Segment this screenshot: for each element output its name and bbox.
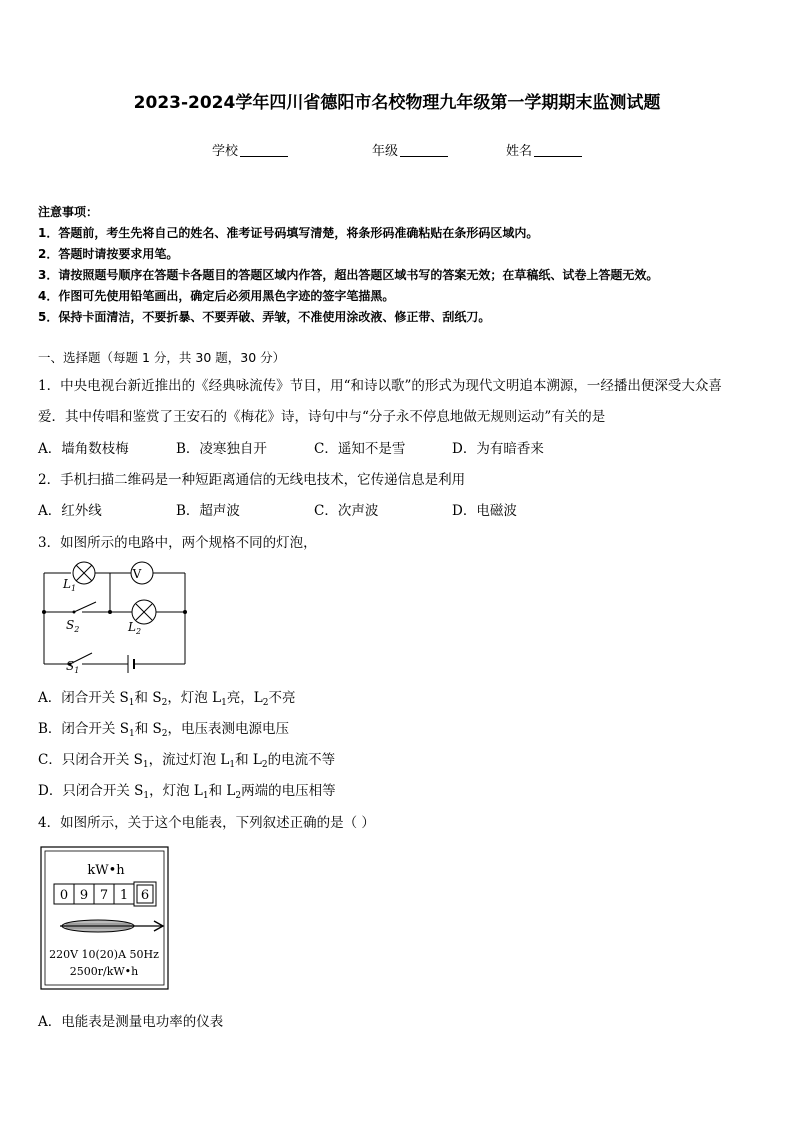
q2-option-b: B．超声波 [176,503,240,519]
q4-option-a: A．电能表是测量电功率的仪表 [38,1014,224,1030]
grade-field [372,140,448,159]
q4-energy-meter-diagram [40,846,170,992]
note-item: 2．答题时请按要求用笔。 [38,247,179,261]
note-item: 1．答题前，考生先将自己的姓名、准考证号码填写清楚，将条形码准确粘贴在条形码区域内。 [38,226,539,240]
meter-unit: kW•h [87,863,125,878]
note-item: 5．保持卡面清洁，不要折暴、不要弄破、弄皱，不准使用涂改液、修正带、刮纸刀。 [38,310,491,324]
name-label: 姓名 [506,144,533,159]
meter-spec-voltage: 220V 10(20)A 50Hz [49,948,159,961]
q1-option-b: B．凌寒独自开 [176,441,267,457]
meter-disc-icon [60,920,163,932]
meter-digit: 0 [59,888,69,903]
section-title: 一、选择题（每题 1 分，共 30 题，30 分） [38,350,286,365]
q1-stem-line2: 爱．其中传唱和鉴赏了王安石的《梅花》诗，诗句中与“分子永不停息地做无规则运动”有关的是 [38,409,606,425]
note-item: 4．作图可先使用铅笔画出，确定后必须用黑色字迹的签字笔描黑。 [38,289,395,303]
q1-option-d: D．为有暗香来 [452,441,544,457]
switch-s2-icon [74,602,96,612]
meter-spec-revs: 2500r/kW•h [69,965,139,978]
q4-stem: 4．如图所示，关于这个电能表，下列叙述正确的是（ ） [38,815,375,831]
label-s1: $S_1$ [66,659,80,675]
q3-option-c: C．只闭合开关 $S_1$，流过灯泡 $L_1$和 $L_2$的电流不等 [38,752,336,770]
q3-option-a: A．闭合开关 $S_1$和 $S_2$，灯泡 $L_1$亮，$L_2$不亮 [38,690,296,708]
q3-stem: 3．如图所示的电路中，两个规格不同的灯泡， [38,535,317,551]
school-field [212,140,288,159]
q3-circuit-diagram [38,560,190,680]
page-title: 2023-2024学年四川省德阳市名校物理九年级第一学期期末监测试题 [133,93,661,113]
label-s2: $S_2$ [66,618,80,634]
q1-option-c: C．遥知不是雪 [314,441,406,457]
school-label: 学校 [212,144,239,159]
note-item: 3．请按照题号顺序在答题卡各题目的答题区域内作答，超出答题区域书写的答案无效；在草稿纸、试卷上答题无效。 [38,268,659,282]
q1-stem-line1: 1．中央电视台新近推出的《经典咏流传》节目，用“和诗以歌”的形式为现代文明追本溯源，一经播出便深受大众喜 [38,378,722,394]
school-blank[interactable] [240,144,288,157]
q2-option-a: A．红外线 [38,503,102,519]
meter-digit: 7 [99,888,109,903]
q3-option-d: D．只闭合开关 $S_1$，灯泡 $L_1$和 $L_2$两端的电压相等 [38,783,336,801]
name-field [506,140,582,159]
q3-option-b: B．闭合开关 $S_1$和 $S_2$，电压表测电源电压 [38,721,289,739]
grade-label: 年级 [372,144,399,159]
label-l2: $L_2$ [128,620,142,636]
notes-title: 注意事项： [38,205,99,219]
q2-option-d: D．电磁波 [452,503,517,519]
q2-option-c: C．次声波 [314,503,379,519]
meter-digit: 9 [79,888,89,903]
q1-option-a: A．墙角数枝梅 [38,441,129,457]
meter-digit: 6 [140,888,150,903]
q2-stem: 2．手机扫描二维码是一种短距离通信的无线电技术，它传递信息是利用 [38,472,466,488]
grade-blank[interactable] [400,144,448,157]
label-v: V [132,567,142,581]
meter-digit: 1 [119,888,129,903]
label-l1: $L_1$ [63,577,77,593]
name-blank[interactable] [534,144,582,157]
